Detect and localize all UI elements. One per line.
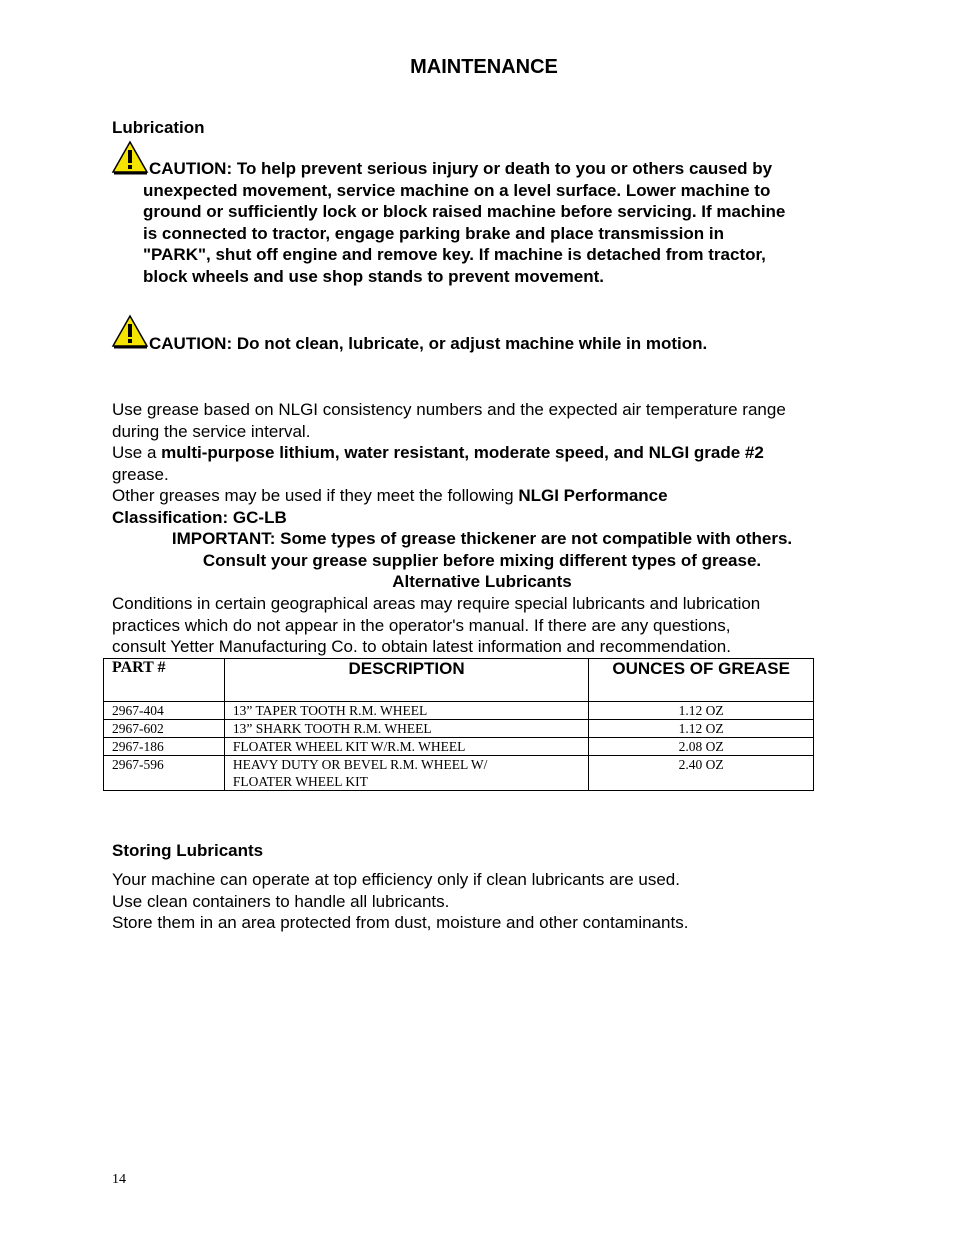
- grease-spec: multi-purpose lithium, water resistant, moderate speed, and NLGI grade #2: [161, 443, 764, 462]
- table-row: [104, 756, 814, 791]
- text-line: grease.: [112, 464, 169, 484]
- table-row: [104, 702, 814, 720]
- grease-instructions: [112, 399, 872, 528]
- grease-ounces: 2.08 OZ: [589, 738, 814, 756]
- lubrication-heading: Lubrication: [112, 118, 205, 137]
- alternative-lubricants-heading: Alternative Lubricants: [392, 572, 572, 591]
- grease-table: [103, 658, 814, 791]
- grease-ounces: 2.40 OZ: [589, 756, 814, 791]
- caution-line: "PARK", shut off engine and remove key. If machine is detached from tractor,: [143, 245, 766, 264]
- part-number: 2967-596: [104, 756, 225, 791]
- text-line: Use grease based on NLGI consistency numbers and the expected air temperature range: [112, 400, 786, 419]
- text-line: Your machine can operate at top efficiency only if clean lubricants are used.: [112, 870, 680, 889]
- column-header-ounces: OUNCES OF GREASE: [589, 659, 814, 702]
- important-line: Consult your grease supplier before mixing different types of grease.: [202, 550, 762, 570]
- part-number: 2967-404: [104, 702, 225, 720]
- table-row: [104, 720, 814, 738]
- description: 13” TAPER TOOTH R.M. WHEEL: [224, 702, 588, 720]
- description-line: HEAVY DUTY OR BEVEL R.M. WHEEL W/: [232, 757, 488, 772]
- column-header-part: PART #: [104, 659, 225, 702]
- text-line: Conditions in certain geographical areas may require special lubricants and lubrication: [112, 594, 761, 613]
- important-notice: [112, 528, 852, 593]
- text-span: Use a: [112, 443, 162, 462]
- text-span: Other greases may be used if they meet the following: [112, 486, 519, 505]
- table-row: [104, 738, 814, 756]
- storing-heading: Storing Lubricants: [112, 841, 264, 860]
- important-line: IMPORTANT: Some types of grease thickener are not compatible with others.: [171, 529, 793, 548]
- part-number: 2967-186: [104, 738, 225, 756]
- caution-line: is connected to tractor, engage parking brake and place transmission in: [143, 223, 724, 243]
- part-number: 2967-602: [104, 720, 225, 738]
- text-line: [112, 442, 872, 464]
- conditions-text: [112, 593, 872, 658]
- caution-block-1: [112, 158, 872, 287]
- caution-line: ground or sufficiently lock or block raised machine before servicing. If machine: [143, 202, 786, 221]
- text-line: consult Yetter Manufacturing Co. to obtain latest information and recommendation.: [112, 637, 731, 656]
- storing-text: [112, 869, 872, 934]
- grease-ounces: 1.12 OZ: [589, 702, 814, 720]
- caution-line: unexpected movement, service machine on a level surface. Lower machine to: [143, 180, 771, 200]
- caution-line: block wheels and use shop stands to prevent movement.: [143, 266, 605, 286]
- caution-line: CAUTION: Do not clean, lubricate, or adjust machine while in motion.: [149, 334, 708, 353]
- text-line: Use clean containers to handle all lubricants.: [112, 891, 450, 911]
- text-line: practices which do not appear in the operator's manual. If there are any questions,: [112, 615, 731, 635]
- text-line: Store them in an area protected from dust, moisture and other contaminants.: [112, 913, 689, 932]
- text-line: [112, 485, 872, 507]
- table-header-row: [104, 659, 814, 702]
- description: [224, 756, 588, 791]
- nlgi-performance: NLGI Performance: [518, 486, 668, 505]
- caution-line: CAUTION: To help prevent serious injury or death to you or others caused by: [149, 159, 773, 178]
- classification: Classification: GC-LB: [112, 507, 287, 527]
- description: FLOATER WHEEL KIT W/R.M. WHEEL: [224, 738, 588, 756]
- caution-block-2: [112, 333, 872, 355]
- column-header-description: DESCRIPTION: [224, 659, 588, 702]
- grease-ounces: 1.12 OZ: [589, 720, 814, 738]
- description-line: FLOATER WHEEL KIT: [232, 774, 368, 789]
- page-title: MAINTENANCE: [410, 56, 558, 78]
- description: 13” SHARK TOOTH R.M. WHEEL: [224, 720, 588, 738]
- text-line: during the service interval.: [112, 421, 311, 441]
- page-number: 14: [112, 1172, 126, 1187]
